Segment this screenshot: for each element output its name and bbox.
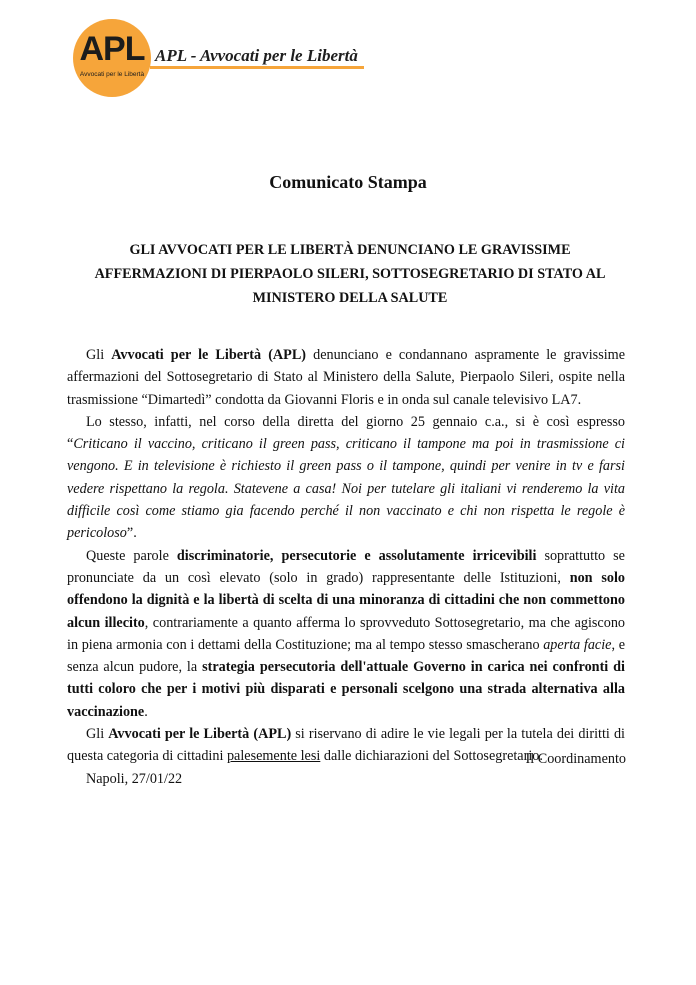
italic-run: aperta facie: [543, 636, 612, 653]
document-body: [67, 344, 625, 790]
text-run: Lo stesso, infatti, nel corso della diretta del giorno 25 gennaio c.a., si è così espresso “: [67, 413, 625, 453]
logo-mark: APL: [79, 30, 145, 68]
logo-subtitle: Avvocati per le Libertà: [79, 71, 145, 78]
italic-quote: Criticano il vaccino, criticano il green pass, criticano il tampone ma poi in trasmissione ci vengono. E in televisione è richiesto il green pass o il tampone, quindi per venire in tv e farsi vedere rispettano la regola. Statevene a casa! Noi per tutelare gli italiani vi renderemo la vita difficile così come stiamo gia facendo perché il non vaccinato e chi non rispetta le regole è pericoloso: [67, 436, 625, 542]
dateline: Napoli, 27/01/22: [86, 770, 183, 787]
headline: GLI AVVOCATI PER LE LIBERTÀ DENUNCIANO LE GRAVISSIME AFFERMAZIONI DI PIERPAOLO SILERI, SOTTOSEGRETARIO DI STATO AL MINISTERO DELLA SALUTE: [94, 242, 606, 306]
bold-run: Avvocati per le Libertà (APL): [108, 726, 292, 743]
text-run: , e senza alcun pudore, la: [67, 636, 625, 676]
bold-run: discriminatorie, persecutorie e assolutamente irricevibili: [176, 547, 537, 564]
text-run: si riservano di adire le vie legali per la tutela dei diritti di questa categoria di cittadini: [67, 726, 625, 765]
paragraph-2: [67, 411, 625, 545]
bold-run: Avvocati per le Libertà (APL): [111, 347, 307, 363]
text-run: Gli: [86, 347, 112, 363]
text-run: .: [144, 703, 148, 720]
bold-run: strategia persecutoria dell'attuale Governo in carica nei confronti di tutti coloro che per i motivi più disparati e personali scelgono una strada alternativa alla vaccinazione: [67, 659, 625, 720]
text-run: dalle dichiarazioni del Sottosegretario.: [320, 748, 543, 765]
apl-logo: [73, 19, 151, 97]
text-run: , contrariamente a quanto afferma lo sprovveduto Sottosegretario, ma che agiscono in piena armonia con i dettami della Costituzione; ma al tempo stesso smascherano: [67, 614, 626, 653]
text-run: soprattutto se pronunciate da un così elevato (solo in grado) rappresentante delle Istituzioni,: [67, 547, 625, 586]
paragraph-1: [67, 344, 625, 411]
text-run: Gli: [86, 726, 109, 743]
bold-run: non solo offendono la dignità e la libertà di scelta di una minoranza di cittadini che non commettono alcun illecito: [67, 569, 626, 631]
signature: Il Coordinamento: [525, 751, 626, 767]
document-title: Comunicato Stampa: [269, 172, 427, 192]
text-run: Queste parole: [86, 547, 177, 564]
text-run: denunciano e condannano aspramente le gravissime affermazioni del Sottosegretario di Stato al Ministero della Salute, Pierpaolo Sileri, ospite nella trasmissione “Dimartedì” condotta da Giovanni Floris e in onda sul canale televisivo LA7.: [67, 347, 626, 408]
brand-name: APL - Avvocati per le Libertà: [155, 46, 358, 65]
text-run: ”.: [126, 525, 137, 542]
paragraph-3: [67, 545, 625, 723]
underlined-run: palesemente lesi: [226, 748, 321, 765]
brand-underline: [150, 66, 364, 69]
